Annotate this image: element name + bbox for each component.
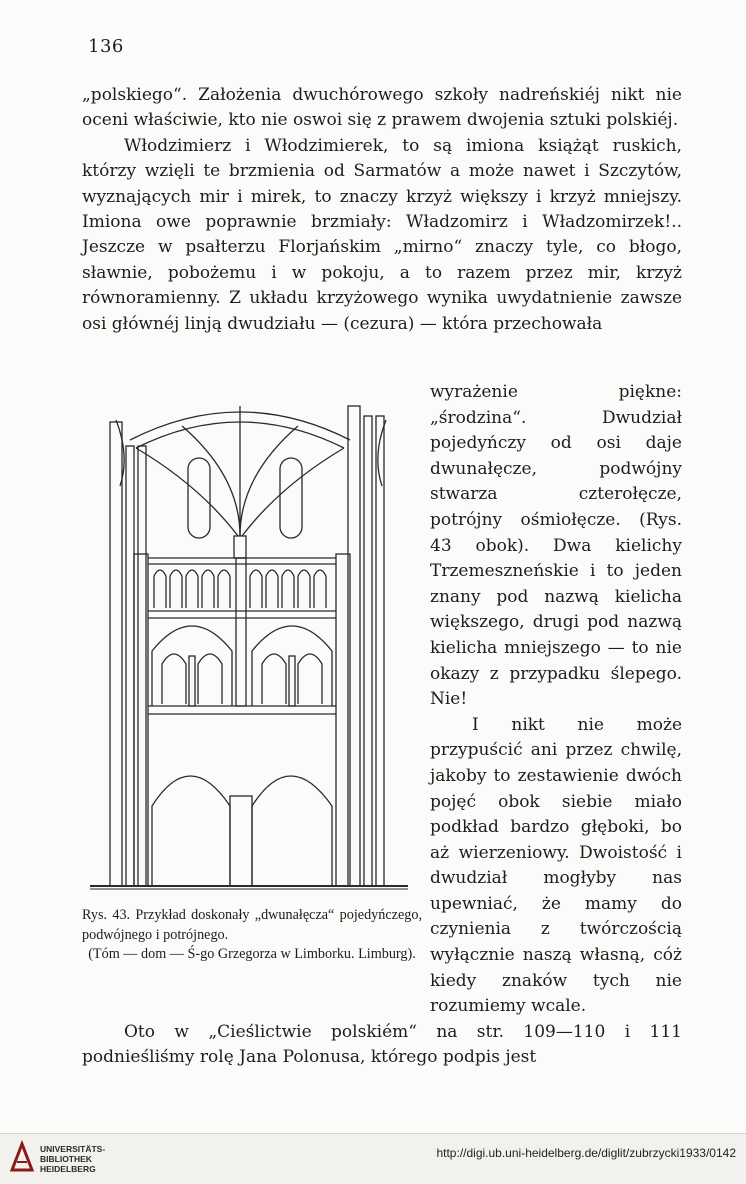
caption-source: (Tóm — dom — Ś-go Grzegorza w Limborku. Limburg). [88,946,416,962]
paragraph: I nikt nie może przypuścić ani przez chwilę, jakoby to zestawienie dwóch pojęć obok siebie miało podkład bardzo głęboki, bo aż wierzeniowy. Dwoistość i dwudział mogłyby nas upewniać, że mamy do czynienia z twórczością wyłącznie naszą własną, cóż kiedy znaków tych nie rozumiemy wcale. [430,714,682,1017]
caption-main: Rys. 43. Przykład doskonały „dwunałęcza“ pojedyńczego, podwójnego i potrójnego. [82,907,422,943]
source-url-link[interactable]: http://digi.ub.uni-heidelberg.de/diglit/zubrzycki1933/0142 [436,1146,736,1160]
logo-line: HEIDELBERG [40,1164,96,1174]
top-text-block [82,83,682,337]
cathedral-elevation-figure [90,386,420,896]
cathedral-elevation-drawing [90,386,420,896]
paragraph: „polskiego“. Założenia dwuchórowego szkoły nadreńskiéj nikt nie oceni właściwie, kto nie oswoi się z prawem dwojenia sztuki polskiéj. [82,85,682,131]
paragraph: wyrażenie piękne: „środzina“. Dwudział pojedyńczy od osi daje dwunałęcze, podwójny stwarza czterołęcze, potrójny ośmiołęcze. (Rys. 43 obok). Dwa kielichy Trzemeszneńskie i to jeden znany pod nazwą kielicha większego, drugi pod nazwą kielicha mniejszego — to nie okazy z przypadku ślepego. Nie! [430,382,682,710]
logo-line: BIBLIOTHEK [40,1154,92,1164]
paragraph: Oto w „Cieślictwie polskiém“ na str. 109—110 i 111 podnieśliśmy rolę Jana Polonusa, którego podpis jest [82,1022,682,1068]
logo-line: UNIVERSITÄTS- [40,1144,106,1154]
library-logo-text [40,1144,105,1174]
bottom-text-block [82,1020,682,1071]
side-text-block [430,380,682,1020]
library-logo-icon [8,1140,36,1176]
library-footer [0,1133,746,1184]
figure-caption [82,906,422,965]
paragraph: Włodzimierz i Włodzimierek, to są imiona książąt ruskich, którzy wzięli te brzmienia od Sarmatów a może nawet i Szczytów, wyznających mir i mirek, to znaczy krzyż większy i krzyż mniejszy. Imiona owe poprawnie brzmiały: Władzomirz i Władzomirzek!.. Jeszcze w psałterzu Florjańskim „mirno“ znaczy tyle, co błogo, sławnie, pobożemu i w pokoju, a to razem przez mir, krzyż równoramienny. Z układu krzyżowego wynika uwydatnienie zawsze osi głównéj linją dwudziału — (cezura) — która przechowała [82,135,682,334]
page-number: 136 [88,36,124,57]
